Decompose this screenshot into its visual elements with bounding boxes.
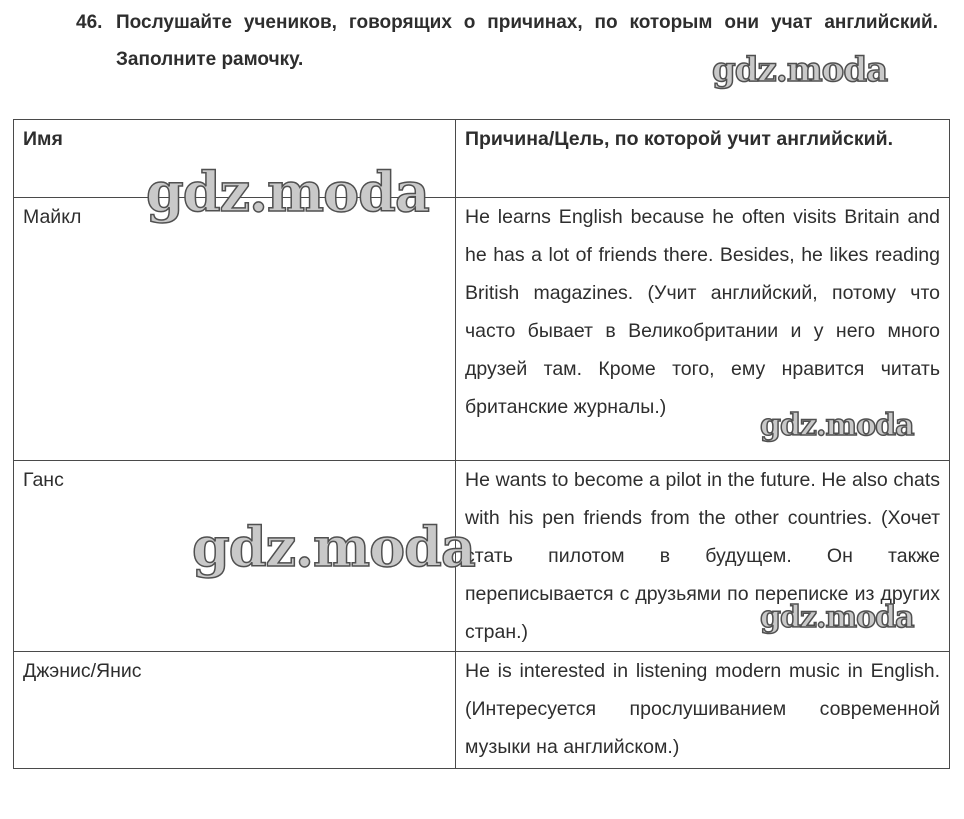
header-name: Имя: [14, 120, 456, 198]
student-name: Джэнис/Янис: [14, 652, 456, 769]
table-row: [14, 198, 950, 461]
student-reason: He learns English because he often visits Britain and he has a lot of friends there. Besides, he likes reading British magazines. (Учит английский, потому что часто бывает в Великобритании и у него много друзей там. Кроме того, ему нравится читать британские журналы.): [456, 198, 950, 461]
watermark: gdz.moda: [712, 50, 888, 90]
watermark: gdz.moda: [760, 600, 914, 635]
task-number: 46.: [76, 12, 103, 33]
task-instruction: Послушайте учеников, говорящих о причинах, по которым они учат английский. Заполните рамочку.: [116, 12, 938, 70]
student-reason: He is interested in listening modern music in English. (Интересуется прослушиванием современной музыки на английском.): [456, 652, 950, 769]
header-reason: Причина/Цель, по которой учит английский.: [456, 120, 950, 198]
watermark: gdz.moda: [760, 408, 914, 443]
table-header-row: [14, 120, 950, 198]
watermark: gdz.moda: [146, 160, 429, 224]
student-name: Майкл: [14, 198, 456, 461]
answer-table: [13, 119, 950, 769]
student-name: Ганс: [14, 461, 456, 652]
student-reason: He wants to become a pilot in the future. He also chats with his pen friends from the other countries. (Хочет стать пилотом в будущем. Он также переписывается с друзьями по переписке из других стран.): [456, 461, 950, 652]
task-header: [76, 4, 938, 78]
table-row: [14, 652, 950, 769]
table-row: [14, 461, 950, 652]
watermark: gdz.moda: [192, 515, 475, 579]
